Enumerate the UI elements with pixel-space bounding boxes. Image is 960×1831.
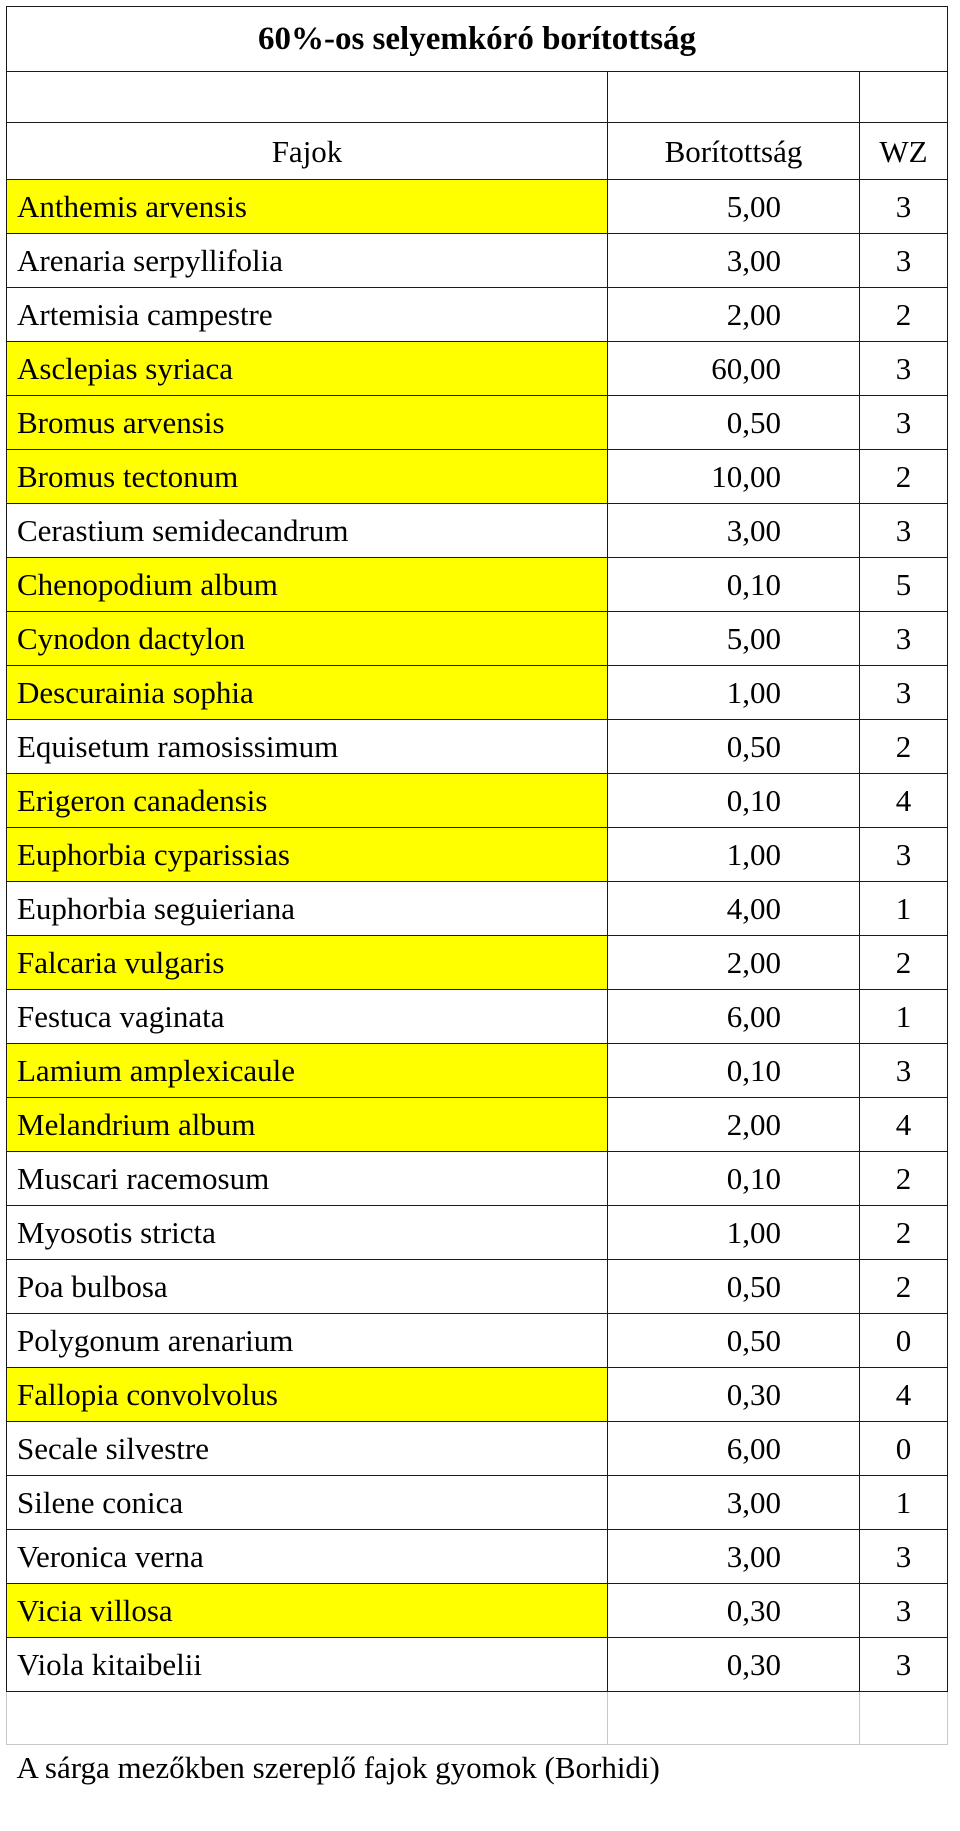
table-row <box>7 450 948 504</box>
wz-cell[interactable]: 1 <box>860 990 948 1044</box>
cover-cell[interactable]: 6,00 <box>608 990 860 1044</box>
cover-cell[interactable]: 0,50 <box>608 1314 860 1368</box>
empty-cell[interactable] <box>7 1692 608 1745</box>
cover-cell[interactable]: 2,00 <box>608 936 860 990</box>
cover-cell[interactable]: 0,10 <box>608 1152 860 1206</box>
species-cell[interactable]: Festuca vaginata <box>7 990 608 1044</box>
species-cell[interactable]: Vicia villosa <box>7 1584 608 1638</box>
table-title[interactable]: 60%-os selyemkóró borítottság <box>7 7 948 72</box>
species-cell[interactable]: Cerastium semidecandrum <box>7 504 608 558</box>
table-row <box>7 1530 948 1584</box>
species-cell[interactable]: Descurainia sophia <box>7 666 608 720</box>
species-cell[interactable]: Falcaria vulgaris <box>7 936 608 990</box>
cover-cell[interactable]: 0,10 <box>608 774 860 828</box>
table-row <box>7 612 948 666</box>
wz-cell[interactable]: 2 <box>860 288 948 342</box>
wz-cell[interactable]: 3 <box>860 342 948 396</box>
table-row <box>7 558 948 612</box>
table-row <box>7 1584 948 1638</box>
species-cell[interactable]: Poa bulbosa <box>7 1260 608 1314</box>
species-cell[interactable]: Arenaria serpyllifolia <box>7 234 608 288</box>
species-cell[interactable]: Viola kitaibelii <box>7 1638 608 1692</box>
species-cell[interactable]: Veronica verna <box>7 1530 608 1584</box>
wz-cell[interactable]: 2 <box>860 1152 948 1206</box>
species-cell[interactable]: Asclepias syriaca <box>7 342 608 396</box>
wz-cell[interactable]: 3 <box>860 180 948 234</box>
table-row <box>7 774 948 828</box>
species-cell[interactable]: Anthemis arvensis <box>7 180 608 234</box>
footnote[interactable]: A sárga mezőkben szereplő fajok gyomok (Borhidi) <box>16 1749 660 1785</box>
table-row <box>7 720 948 774</box>
cover-cell[interactable]: 60,00 <box>608 342 860 396</box>
title-row <box>7 7 948 72</box>
header-species[interactable]: Fajok <box>7 123 608 180</box>
wz-cell[interactable]: 3 <box>860 504 948 558</box>
species-cell[interactable]: Myosotis stricta <box>7 1206 608 1260</box>
spreadsheet <box>6 6 947 1789</box>
table-row <box>7 396 948 450</box>
note-row <box>7 1745 948 1790</box>
species-cell[interactable]: Polygonum arenarium <box>7 1314 608 1368</box>
cover-cell[interactable]: 4,00 <box>608 882 860 936</box>
species-cell[interactable]: Muscari racemosum <box>7 1152 608 1206</box>
empty-cell[interactable] <box>860 1692 948 1745</box>
species-cell[interactable]: Melandrium album <box>7 1098 608 1152</box>
wz-cell[interactable]: 2 <box>860 720 948 774</box>
wz-cell[interactable]: 0 <box>860 1314 948 1368</box>
table-row <box>7 1368 948 1422</box>
wz-cell[interactable]: 3 <box>860 234 948 288</box>
species-cell[interactable]: Equisetum ramosissimum <box>7 720 608 774</box>
wz-cell[interactable]: 2 <box>860 936 948 990</box>
wz-cell[interactable]: 2 <box>860 1206 948 1260</box>
table-row <box>7 342 948 396</box>
species-cell[interactable]: Cynodon dactylon <box>7 612 608 666</box>
cover-cell[interactable]: 0,10 <box>608 1044 860 1098</box>
species-cover-table <box>6 6 948 1789</box>
table-row <box>7 1098 948 1152</box>
species-cell[interactable]: Silene conica <box>7 1476 608 1530</box>
cover-cell[interactable]: 2,00 <box>608 1098 860 1152</box>
table-row <box>7 1314 948 1368</box>
cover-cell[interactable]: 2,00 <box>608 288 860 342</box>
wz-cell[interactable]: 1 <box>860 1476 948 1530</box>
table-row <box>7 1638 948 1692</box>
wz-cell[interactable]: 3 <box>860 1530 948 1584</box>
table-row <box>7 666 948 720</box>
wz-cell[interactable]: 3 <box>860 828 948 882</box>
empty-cell[interactable] <box>608 1692 860 1745</box>
table-row <box>7 1476 948 1530</box>
table-row <box>7 936 948 990</box>
wz-cell[interactable]: 2 <box>860 450 948 504</box>
table-row <box>7 1422 948 1476</box>
cover-cell[interactable]: 6,00 <box>608 1422 860 1476</box>
species-cell[interactable]: Chenopodium album <box>7 558 608 612</box>
wz-cell[interactable]: 3 <box>860 1638 948 1692</box>
species-cell[interactable]: Lamium amplexicaule <box>7 1044 608 1098</box>
cover-cell[interactable]: 10,00 <box>608 450 860 504</box>
cover-cell[interactable]: 5,00 <box>608 180 860 234</box>
header-wz[interactable]: WZ <box>860 123 948 180</box>
species-cell[interactable]: Bromus tectonum <box>7 450 608 504</box>
cover-cell[interactable]: 3,00 <box>608 1476 860 1530</box>
cover-cell[interactable]: 0,50 <box>608 396 860 450</box>
wz-cell[interactable]: 4 <box>860 1368 948 1422</box>
species-cell[interactable]: Erigeron canadensis <box>7 774 608 828</box>
table-row <box>7 504 948 558</box>
table-row <box>7 1206 948 1260</box>
empty-cell[interactable] <box>608 72 860 123</box>
header-cover[interactable]: Borítottság <box>608 123 860 180</box>
cover-cell[interactable]: 1,00 <box>608 828 860 882</box>
wz-cell[interactable]: 5 <box>860 558 948 612</box>
table-row <box>7 990 948 1044</box>
wz-cell[interactable]: 4 <box>860 1098 948 1152</box>
cover-cell[interactable]: 3,00 <box>608 504 860 558</box>
cover-cell[interactable]: 0,30 <box>608 1368 860 1422</box>
wz-cell[interactable]: 3 <box>860 396 948 450</box>
species-cell[interactable]: Euphorbia seguieriana <box>7 882 608 936</box>
cover-cell[interactable]: 0,50 <box>608 1260 860 1314</box>
table-row <box>7 234 948 288</box>
table-row <box>7 882 948 936</box>
wz-cell[interactable]: 3 <box>860 612 948 666</box>
cover-cell[interactable]: 0,30 <box>608 1584 860 1638</box>
species-cell[interactable]: Secale silvestre <box>7 1422 608 1476</box>
header-row <box>7 123 948 180</box>
table-row <box>7 288 948 342</box>
wz-cell[interactable]: 3 <box>860 666 948 720</box>
table-row <box>7 180 948 234</box>
cover-cell[interactable]: 1,00 <box>608 1206 860 1260</box>
wz-cell[interactable]: 0 <box>860 1422 948 1476</box>
wz-cell[interactable]: 1 <box>860 882 948 936</box>
species-cell[interactable]: Bromus arvensis <box>7 396 608 450</box>
species-cell[interactable]: Fallopia convolvolus <box>7 1368 608 1422</box>
table-row <box>7 1044 948 1098</box>
wz-cell[interactable]: 4 <box>860 774 948 828</box>
table-row <box>7 1152 948 1206</box>
wz-cell[interactable]: 3 <box>860 1044 948 1098</box>
cover-cell[interactable]: 0,30 <box>608 1638 860 1692</box>
table-row <box>7 828 948 882</box>
cover-cell[interactable]: 5,00 <box>608 612 860 666</box>
blank-row <box>7 72 948 123</box>
table-row <box>7 1260 948 1314</box>
species-cell[interactable]: Artemisia campestre <box>7 288 608 342</box>
species-cell[interactable]: Euphorbia cyparissias <box>7 828 608 882</box>
empty-cell[interactable] <box>7 72 608 123</box>
wz-cell[interactable]: 2 <box>860 1260 948 1314</box>
empty-cell[interactable] <box>860 72 948 123</box>
cover-cell[interactable]: 1,00 <box>608 666 860 720</box>
cover-cell[interactable]: 3,00 <box>608 234 860 288</box>
cover-cell[interactable]: 3,00 <box>608 1530 860 1584</box>
cover-cell[interactable]: 0,50 <box>608 720 860 774</box>
wz-cell[interactable]: 3 <box>860 1584 948 1638</box>
cover-cell[interactable]: 0,10 <box>608 558 860 612</box>
blank-row <box>7 1692 948 1745</box>
